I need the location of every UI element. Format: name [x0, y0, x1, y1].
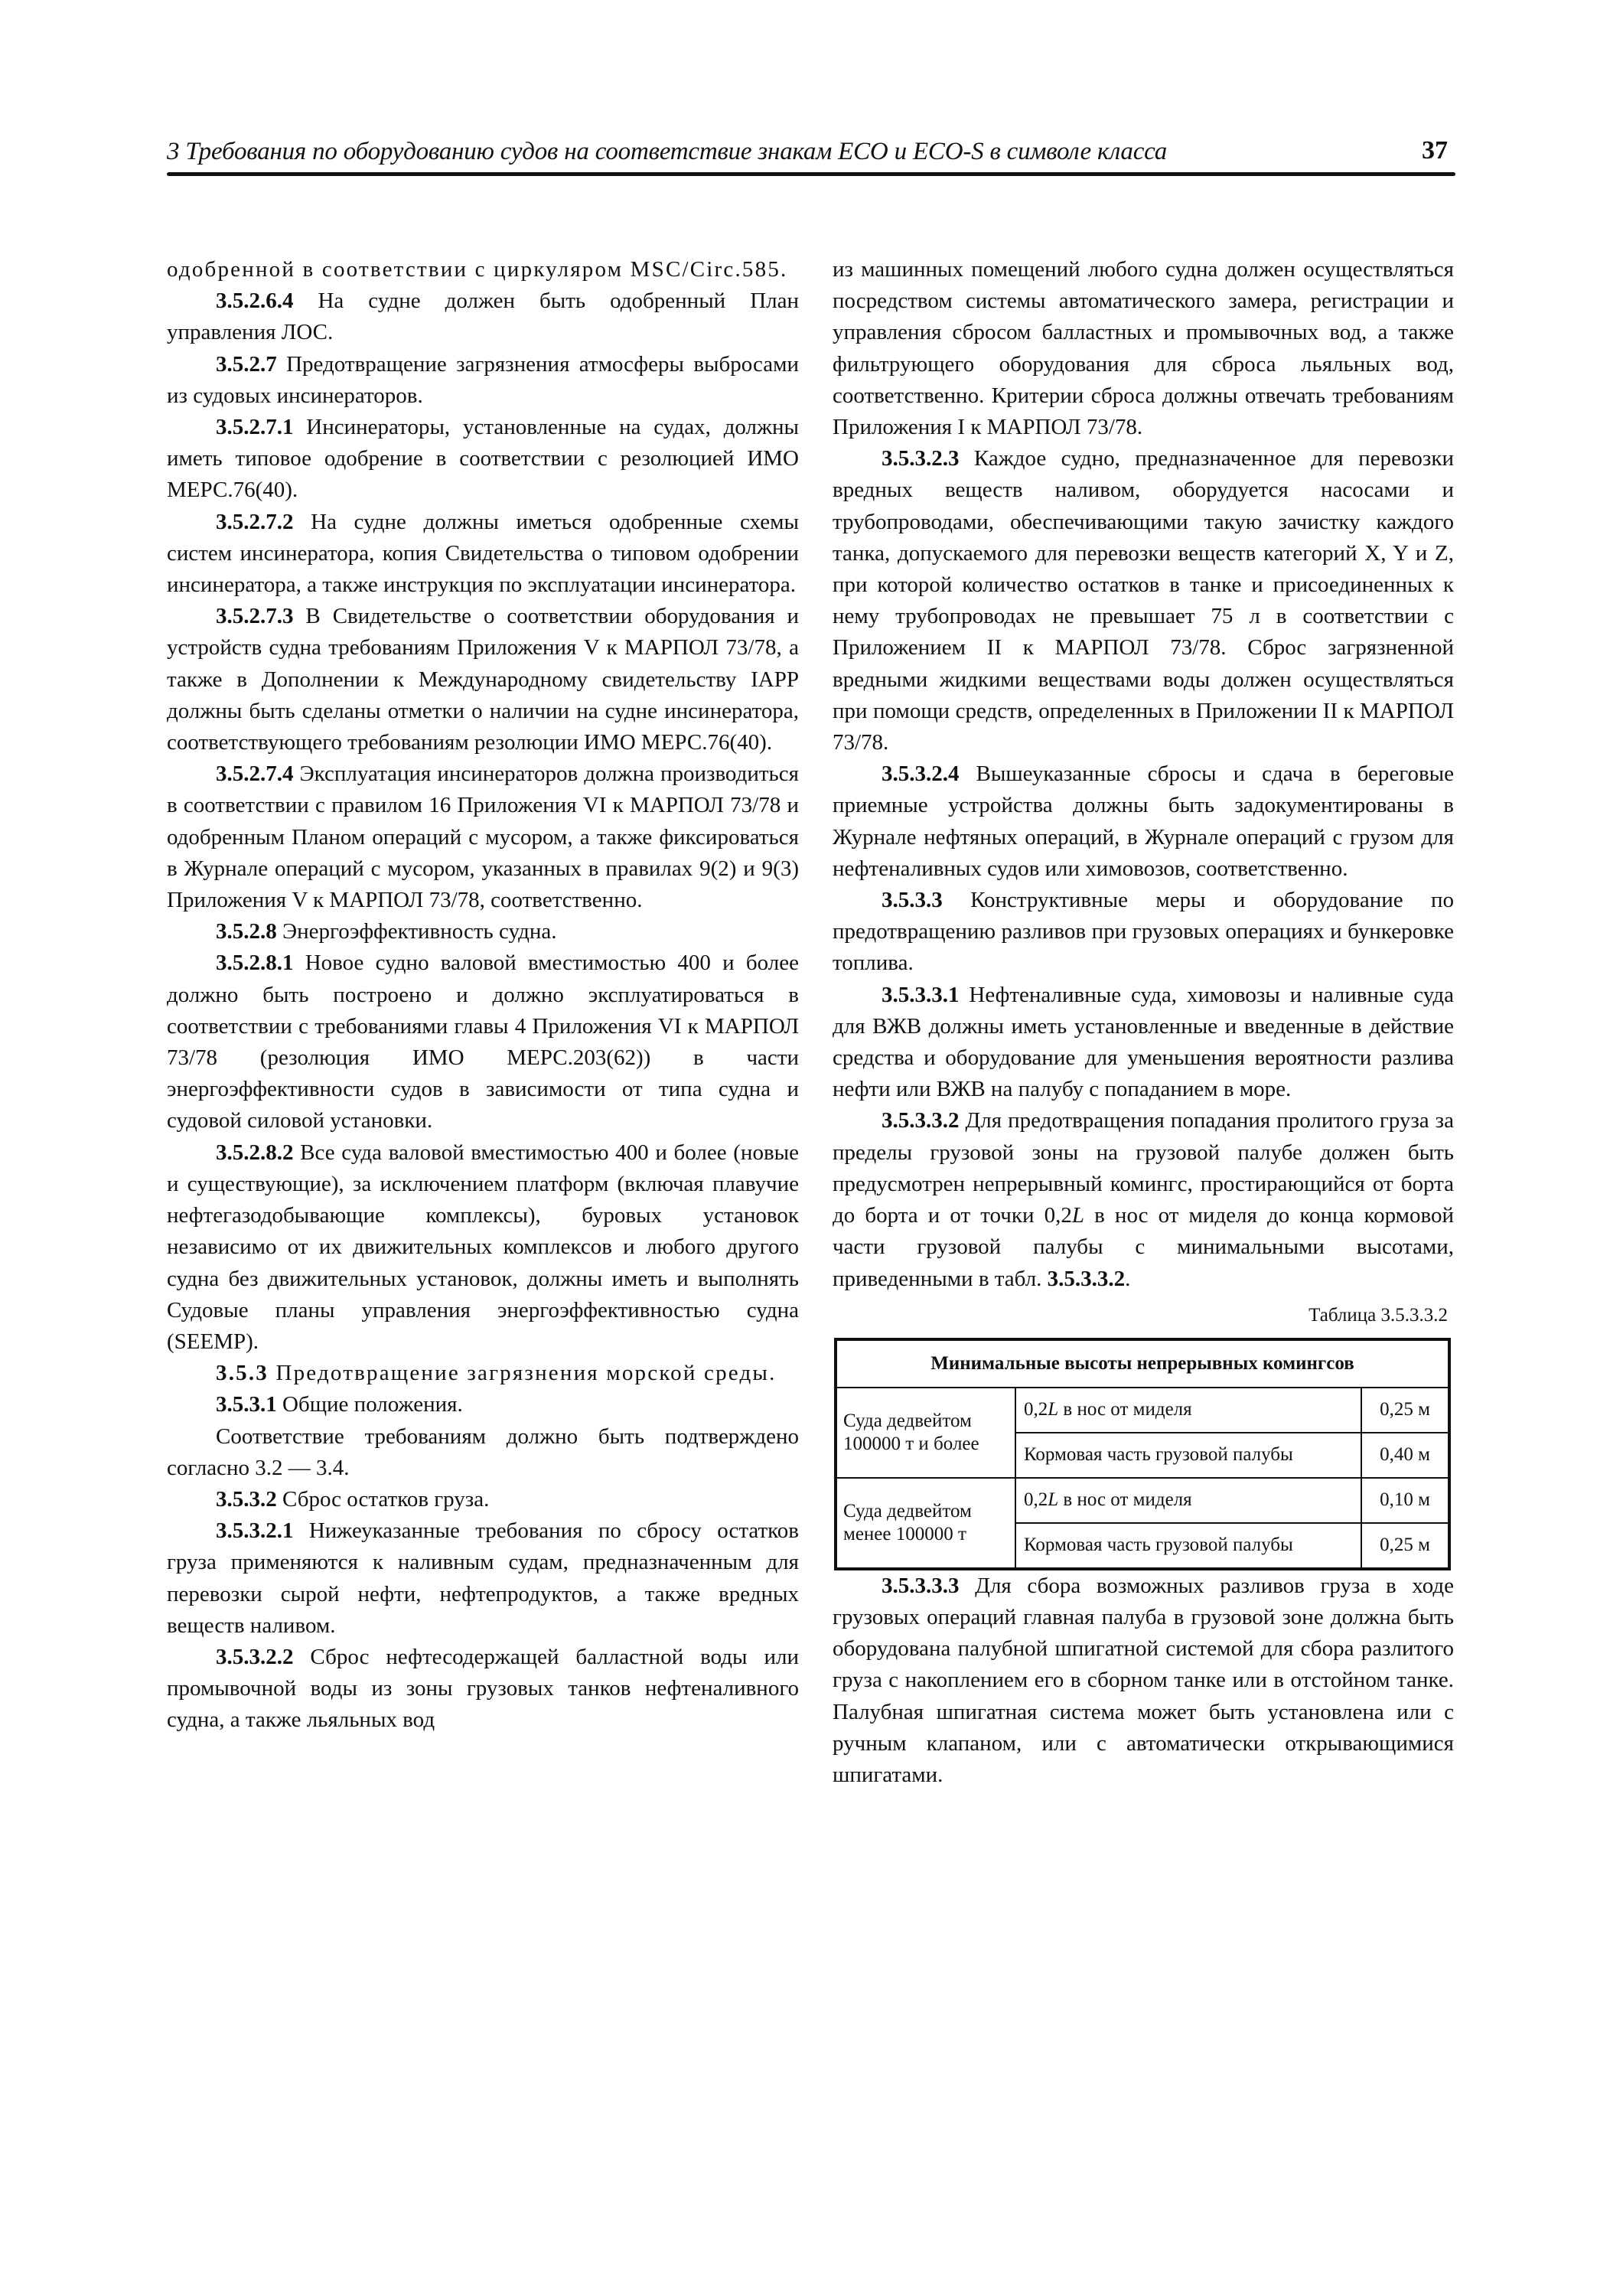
clause-number: 3.5.2.7.1 — [216, 415, 294, 440]
paragraph-3.5.2.6.4: 3.5.2.6.4 На судне должен быть одобренный План управления ЛОС. — [167, 289, 799, 345]
page-header — [167, 132, 1455, 178]
clause-number: 3.5.3.2.3 — [882, 446, 960, 471]
location-cell: 0,2L в нос от миделя — [1015, 1478, 1361, 1523]
paragraph-3.5.2.8.2: 3.5.2.8.2 Все суда валовой вместимостью 400 и более (новые и существующие), за исключением платформ (включая плавучие нефтегазодобывающие комплексы), буровых установок независимо от их движительных комплексов и любого другого судна без движительных установок, должны иметь и выполнять Судовые планы управления энергоэффективностью судна (SEEMP). — [167, 1140, 799, 1354]
paragraph-continued: из машинных помещений любого судна должен осуществляться посредством системы автоматического замера, регистрации и управления сбросом балластных и промывочных вод, а также фильтрующего оборудования для сброса льяльных вод, соответственно. Критерии сброса должны отвечать требованиям Приложения I к МАРПОЛ 73/78. — [833, 257, 1454, 440]
paragraph-3.5.3.2.1: 3.5.3.2.1 Нижеуказанные требования по сбросу остатков груза применяются к наливным судам, предназначенным для перевозки сырой нефти, нефтепродуктов, а также вредных веществ наливом. — [167, 1518, 799, 1638]
table-row — [836, 1478, 1449, 1523]
table-reference: 3.5.3.3.2 — [1047, 1266, 1126, 1291]
paragraph-3.5.2.7.4: 3.5.2.7.4 Эксплуатация инсинераторов должна производиться в соответствии с правилом 16 Приложения VI к МАРПОЛ 73/78 и одобренным Планом операций с мусором, а также фиксироваться в Журнале операций с мусором, указанных в правилах 9(2) и 9(3) Приложения V к МАРПОЛ 73/78, соответственно. — [167, 762, 799, 913]
height-cell: 0,25 м — [1361, 1388, 1449, 1433]
paragraph-3.5.3.2.4: 3.5.3.2.4 Вышеуказанные сбросы и сдача в береговые приемные устройства должны быть задокументированы в Журнале нефтяных операций, в Журнале операций с грузом для нефтеналивных судов или химовозов, соответственно. — [833, 762, 1454, 881]
paragraph-3.5.3: 3.5.3 Предотвращение загрязнения морской среды. — [216, 1361, 777, 1386]
clause-number: 3.5.3 — [216, 1361, 269, 1386]
clause-number: 3.5.2.7.2 — [216, 509, 294, 534]
paragraph-3.5.2.7.1: 3.5.2.7.1 Инсинераторы, установленные на судах, должны иметь типовое одобрение в соответствии с резолюцией ИМО МЕРС.76(40). — [167, 415, 799, 503]
paragraph-3.5.3.3: 3.5.3.3 Конструктивные меры и оборудование по предотвращению разливов при грузовых операциях и бункеровке топлива. — [833, 888, 1454, 976]
paragraph-3.5.3.2.2: 3.5.3.2.2 Сброс нефтесодержащей балластной воды или промывочной воды из зоны грузовых танков нефтеналивного судна, а также льяльных вод — [167, 1644, 799, 1733]
clause-number: 3.5.3.2 — [216, 1486, 277, 1512]
location-cell: Кормовая часть грузовой палубы — [1015, 1433, 1361, 1478]
clause-number: 3.5.3.2.4 — [882, 762, 960, 787]
clause-number: 3.5.2.7.3 — [216, 604, 294, 629]
location-cell: 0,2L в нос от миделя — [1015, 1388, 1361, 1433]
clause-number: 3.5.3.3.2 — [882, 1108, 960, 1133]
paragraph-3.5.2.8.1: 3.5.2.8.1 Новое судно валовой вместимостью 400 и более должно быть построено и должно эксплуатироваться в соответствии с требованиями главы 4 Приложения VI к МАРПОЛ 73/78 (резолюция ИМО МЕРС.203(62)) в части энергоэффективности судов в зависимости от типа судна и судовой силовой установки. — [167, 951, 799, 1133]
paragraph-3.5.3.2.3: 3.5.3.2.3 Каждое судно, предназначенное для перевозки вредных веществ наливом, оборудуется насосами и трубопроводами, обеспечивающими такую зачистку каждого танка, допускаемого для перевозки веществ категорий X, Y и Z, при которой количество остатков в танке и присоединенных к нему трубопроводах не превышает 75 л в соответствии с Приложением II к МАРПОЛ 73/78. Сброс загрязненной вредными жидкими веществами воды должен осуществляться при помощи средств, определенных в Приложении II к МАРПОЛ 73/78. — [833, 446, 1454, 755]
paragraph-3.5.2.7.2: 3.5.2.7.2 На судне должны иметься одобренные схемы систем инсинератора, копия Свидетельства о типовом одобрении инсинератора, а также инструкция по эксплуатации инсинератора. — [167, 509, 799, 598]
paragraph-3.5.2.7: 3.5.2.7 Предотвращение загрязнения атмосферы выбросами из судовых инсинераторов. — [167, 351, 799, 408]
vessel-group-cell: Суда дедвейтом менее 100000 т — [836, 1478, 1015, 1569]
clause-number: 3.5.3.2.2 — [216, 1644, 294, 1669]
clause-number: 3.5.2.8.2 — [216, 1140, 294, 1165]
running-title: 3 Требования по оборудованию судов на соответствие знакам ECO и ECO-S в символе класса — [167, 138, 1168, 165]
paragraph-3.5.3.3.2: 3.5.3.3.2 Для предотвращения попадания пролитого груза за пределы грузовой зоны на грузовой палубе должен быть предусмотрен непрерывный комингс, простирающийся от борта до борта и от точки 0,2L в нос от миделя до конца кормовой части грузовой палубы с минимальными высотами, приведенными в табл. 3.5.3.3.2. — [833, 1108, 1455, 1291]
clause-number: 3.5.3.3.1 — [882, 982, 960, 1007]
page-number: 37 — [1422, 136, 1448, 165]
height-cell: 0,40 м — [1361, 1433, 1449, 1478]
clause-number: 3.5.2.8 — [216, 919, 277, 944]
clause-number: 3.5.3.1 — [216, 1392, 277, 1417]
paragraph-conformity: Соответствие требованиям должно быть подтверждено согласно 3.2 — 3.4. — [167, 1424, 799, 1480]
coaming-heights-table — [834, 1338, 1451, 1570]
clause-number: 3.5.3.3.3 — [882, 1573, 960, 1598]
table-row — [836, 1388, 1449, 1433]
right-column — [833, 254, 1454, 1791]
paragraph-3.5.2.7.3: 3.5.2.7.3 В Свидетельстве о соответствии оборудования и устройств судна требованиям Приложения V к МАРПОЛ 73/78, а также в Дополнении к Международному свидетельству IAPP должны быть сделаны отметки о наличии на судне инсинератора, соответствующего требованиям резолюции ИМО МЕРС.76(40). — [167, 604, 799, 755]
table-title-row — [836, 1339, 1449, 1388]
paragraph-3.5.2.8: 3.5.2.8 Энергоэффективность судна. — [216, 919, 557, 944]
height-cell: 0,10 м — [1361, 1478, 1449, 1523]
clause-number: 3.5.3.3 — [882, 888, 943, 913]
paragraph-3.5.3.1: 3.5.3.1 Общие положения. — [216, 1392, 463, 1417]
paragraph-3.5.3.3.3: 3.5.3.3.3 Для сбора возможных разливов груза в ходе грузовых операций главная палуба в грузовой зоне должна быть оборудована палубной шпигатной системой для сбора разлитого груза с накоплением его в сборном танке или в отстойном танке. Палубная шпигатная система может быть установлена или с ручным клапаном, или с автоматически открывающимися шпигатами. — [833, 1573, 1454, 1787]
clause-number: 3.5.2.7.4 — [216, 762, 294, 787]
header-rule — [167, 172, 1455, 176]
paragraph-3.5.3.2: 3.5.3.2 Сброс остатков груза. — [216, 1486, 490, 1512]
location-cell: Кормовая часть грузовой палубы — [1015, 1523, 1361, 1569]
clause-number: 3.5.2.7 — [216, 351, 277, 377]
vessel-group-cell: Суда дедвейтом 100000 т и более — [836, 1388, 1015, 1478]
paragraph-3.5.3.3.1: 3.5.3.3.1 Нефтеналивные суда, химовозы и наливные суда для ВЖВ должны иметь установленные и введенные в действие средства и оборудование для уменьшения вероятности разлива нефти или ВЖВ на палубу с попаданием в море. — [833, 982, 1454, 1102]
table-caption: Таблица 3.5.3.3.2 — [1309, 1304, 1448, 1326]
clause-number: 3.5.2.6.4 — [216, 289, 294, 314]
table-title: Минимальные высоты непрерывных комингсов — [836, 1339, 1449, 1388]
clause-number: 3.5.3.2.1 — [216, 1518, 294, 1544]
left-column — [167, 254, 799, 1737]
height-cell: 0,25 м — [1361, 1523, 1449, 1569]
clause-number: 3.5.2.8.1 — [216, 951, 294, 976]
paragraph: одобренной в соответствии с циркуляром MSC/Circ.585. — [167, 257, 788, 282]
